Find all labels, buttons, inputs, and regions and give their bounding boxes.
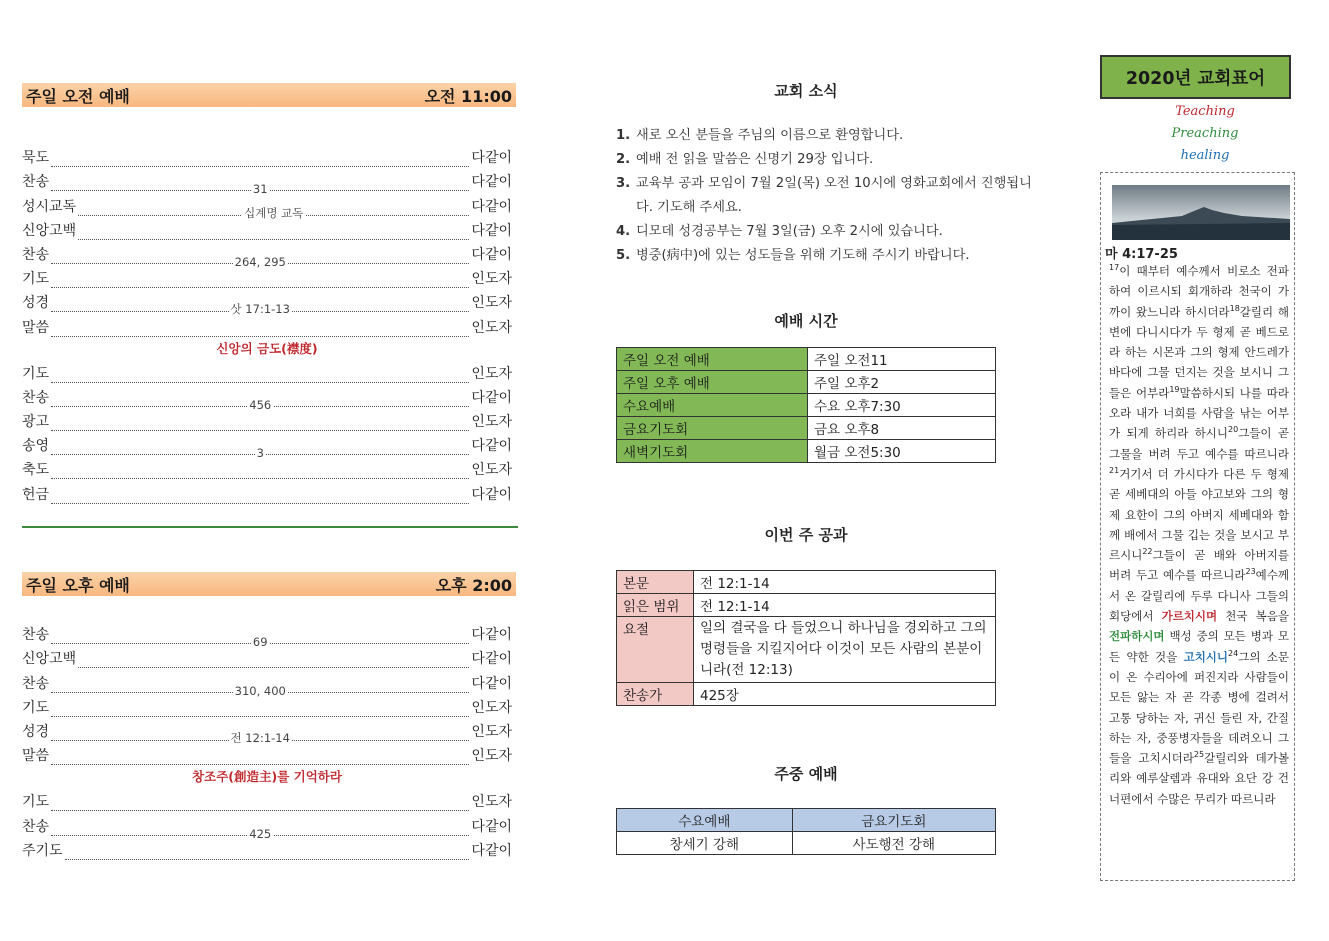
table-row: 수요예배 수요 오후7:30 <box>617 394 996 417</box>
table-row: 수요예배 금요기도회 <box>617 809 996 832</box>
table-row: 본문 전 12:1-14 <box>617 571 996 594</box>
lesson-table <box>616 570 996 706</box>
table-row: 금요기도회 금요 오후8 <box>617 417 996 440</box>
order-row: 헌금 다같이 <box>22 479 512 503</box>
order-row: 말씀 인도자 <box>22 312 512 336</box>
afternoon-service-time: 오후 2:00 <box>435 575 512 595</box>
afternoon-sermon-title: 창조주(創造主)를 기억하라 <box>192 769 342 785</box>
order-row: 기도 인도자 <box>22 693 512 717</box>
scripture-reference: 마 4:17-25 <box>1105 247 1178 262</box>
afternoon-service-header <box>22 572 516 596</box>
order-row: 찬송 456 다같이 <box>22 383 512 407</box>
morning-sermon-title: 신앙의 금도(襟度) <box>216 340 318 356</box>
midweek-title: 주중 예배 <box>774 765 838 783</box>
table-row: 창세기 강해 사도행전 강해 <box>617 832 996 855</box>
order-row: 성시교독 십계명 교독 다같이 <box>22 191 512 215</box>
order-row: 축도 인도자 <box>22 455 512 479</box>
section-divider <box>22 526 518 528</box>
scripture-box <box>1100 172 1295 881</box>
table-row: 주일 오후 예배 주일 오후2 <box>617 371 996 394</box>
midweek-table <box>616 808 996 855</box>
order-row: 주기도 다같이 <box>22 836 512 860</box>
news-title: 교회 소식 <box>774 82 838 100</box>
table-row: 새벽기도회 월금 오전5:30 <box>617 440 996 463</box>
news-item: 5. 병중(病中)에 있는 성도들을 위해 기도해 주시기 바랍니다. <box>616 248 970 263</box>
motto-word-preaching: Preaching <box>1171 126 1239 141</box>
order-row: 찬송 31 다같이 <box>22 167 512 191</box>
highlight-preaching: 전파하시며 <box>1109 629 1165 644</box>
table-row: 찬송가 425장 <box>617 683 996 706</box>
highlight-healing: 고치시니 <box>1183 649 1229 664</box>
news-item: 4. 디모데 성경공부는 7월 3일(금) 오후 2시에 있습니다. <box>616 224 943 239</box>
table-row: 요절 일의 결국을 다 들었으니 하나님을 경외하고 그의 명령들을 지킬지어다 이것이 모든 사람의 본분이니라(전 12:13) <box>617 617 996 683</box>
news-list <box>616 124 1036 268</box>
morning-service-header <box>22 83 516 107</box>
table-row: 주일 오전 예배 주일 오전11 <box>617 348 996 371</box>
mountain-landscape-image <box>1112 185 1290 240</box>
order-row: 찬송 69 다같이 <box>22 620 512 644</box>
order-row: 기도 인도자 <box>22 359 512 383</box>
motto-word-healing: healing <box>1180 148 1230 163</box>
news-item: 1. 새로 오신 분들을 주님의 이름으로 환영합니다. <box>616 128 904 143</box>
order-row: 성경 삿 17:1-13 인도자 <box>22 288 512 312</box>
morning-order-list <box>22 143 512 504</box>
news-item: 3. 교육부 공과 모임이 7월 2일(목) 오전 10시에 영화교회에서 진행됩니다. 기도해 주세요. <box>616 176 1032 215</box>
afternoon-service-title: 주일 오후 예배 <box>26 575 130 595</box>
order-row: 찬송 264, 295 다같이 <box>22 240 512 264</box>
order-row: 말씀 인도자 <box>22 741 512 765</box>
schedule-title: 예배 시간 <box>774 312 838 330</box>
order-row: 묵도 다같이 <box>22 143 512 167</box>
morning-service-title: 주일 오전 예배 <box>26 86 130 106</box>
order-row: 찬송 310, 400 다같이 <box>22 668 512 692</box>
order-row: 신앙고백 다같이 <box>22 644 512 668</box>
order-row: 기도 인도자 <box>22 264 512 288</box>
order-row: 기도 인도자 <box>22 787 512 811</box>
schedule-table <box>616 347 996 463</box>
highlight-teaching: 가르치시며 <box>1161 609 1218 624</box>
motto-word-teaching: Teaching <box>1175 104 1235 119</box>
news-item: 2. 예배 전 읽을 말씀은 신명기 29장 입니다. <box>616 152 874 167</box>
table-row: 읽은 범위 전 12:1-14 <box>617 594 996 617</box>
afternoon-order-list <box>22 620 512 860</box>
morning-service-time: 오전 11:00 <box>424 86 512 106</box>
scripture-text: $^{17}$이 때부터 예수께서 비로소 전파하여 이르시되 회개하라 천국이 가까이 왔느니라 하시더라$^{18}$갈릴리 해변에 다니시다가 두 형제 곧 베드로라 하는 시몬과 그의 형제 안드레가 바다에 그물 던지는 것을 보시니 그들은 어부라$^{19}$말씀하시되 나를 따라오라 내가 너희를 사람을 낚는 어부가 되게 하리라 하시니$^{20}$그들이 곧 그물을 버려 두고 예수를 따르니라$^{21}$거기서 더 가시다가 다른 두 형제 곧 세베대의 아들 야고보와 그의 형제 요한이 그의 아버지 세베대와 함께 배에서 그물 깁는 것을 보시고 부르시니$^{22}$그들이 곧 배와 아버지를 버려 두고 예수를 따르니라$^{23}$예수께서 온 갈릴리에 두루 다니사 그들의 회당에서 가르치시며 천국 복음을 전파하시며 백성 중의 모든 병과 모든 약한 것을 고치시니$^{24}$그의 소문이 온 수리아에 퍼진지라 사람들이 모든 앓는 자 곧 각종 병에 걸려서 고통 당하는 자, 귀신 들린 자, 간질하는 자, 중풍병자들을 데려오니 그들을 고치시더라$^{25}$갈릴리와 데가볼리와 예루살렘과 유대와 요단 강 건너편에서 수많은 무리가 따르니라 <box>1109 263 1290 806</box>
order-row: 성경 전 12:1-14 인도자 <box>22 717 512 741</box>
lesson-title: 이번 주 공과 <box>764 526 848 544</box>
motto-title: 2020년 교회표어 <box>1100 55 1291 99</box>
order-row: 찬송 425 다같이 <box>22 811 512 835</box>
order-row: 신앙고백 다같이 <box>22 216 512 240</box>
order-row: 광고 인도자 <box>22 407 512 431</box>
order-row: 송영 3 다같이 <box>22 431 512 455</box>
